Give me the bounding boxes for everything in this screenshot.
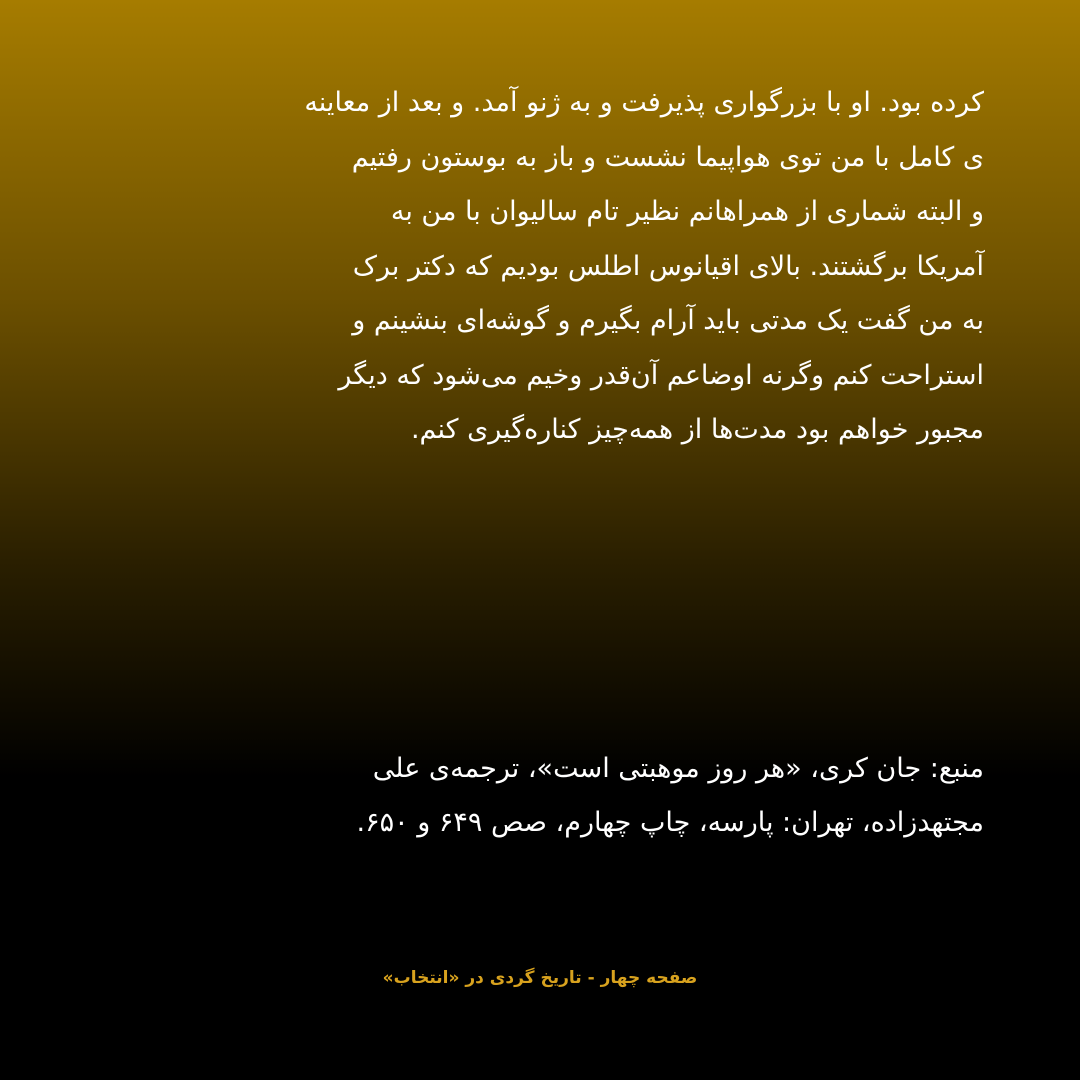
source-line: منبع: جان کری، «هر روز موهبتی است»، ترجمه‌ی علی bbox=[372, 753, 984, 784]
page-footer: صفحه چهار - تاریخ گردی در «انتخاب» bbox=[382, 968, 698, 988]
source-citation bbox=[96, 742, 984, 850]
source-line: مجتهدزاده، تهران: پارسه، چاپ چهارم، صص ۶۴۹ و ۶۵۰. bbox=[356, 807, 984, 838]
body-line: و البته شماری از همراهانم نظیر تام سالیوان با من به bbox=[390, 196, 984, 227]
body-line: کرده بود. او با بزرگواری پذیرفت و به ژنو آمد. و بعد از معاینه bbox=[304, 87, 984, 118]
body-line: مجبور خواهم بود مدت‌ها از همه‌چیز کناره‌گیری کنم. bbox=[410, 414, 984, 445]
body-line: به من گفت یک مدتی باید آرام بگیرم و گوشه‌ای بنشینم و bbox=[352, 305, 984, 336]
body-line: ی کامل با من توی هواپیما نشست و باز به بوستون رفتیم bbox=[351, 141, 984, 173]
body-paragraph bbox=[96, 76, 984, 458]
body-line: آمریکا برگشتند. بالای اقیانوس اطلس بودیم که دکتر برک bbox=[352, 250, 984, 282]
body-line: استراحت کنم وگرنه اوضاعم آن‌قدر وخیم می‌شود که دیگر bbox=[338, 359, 984, 391]
